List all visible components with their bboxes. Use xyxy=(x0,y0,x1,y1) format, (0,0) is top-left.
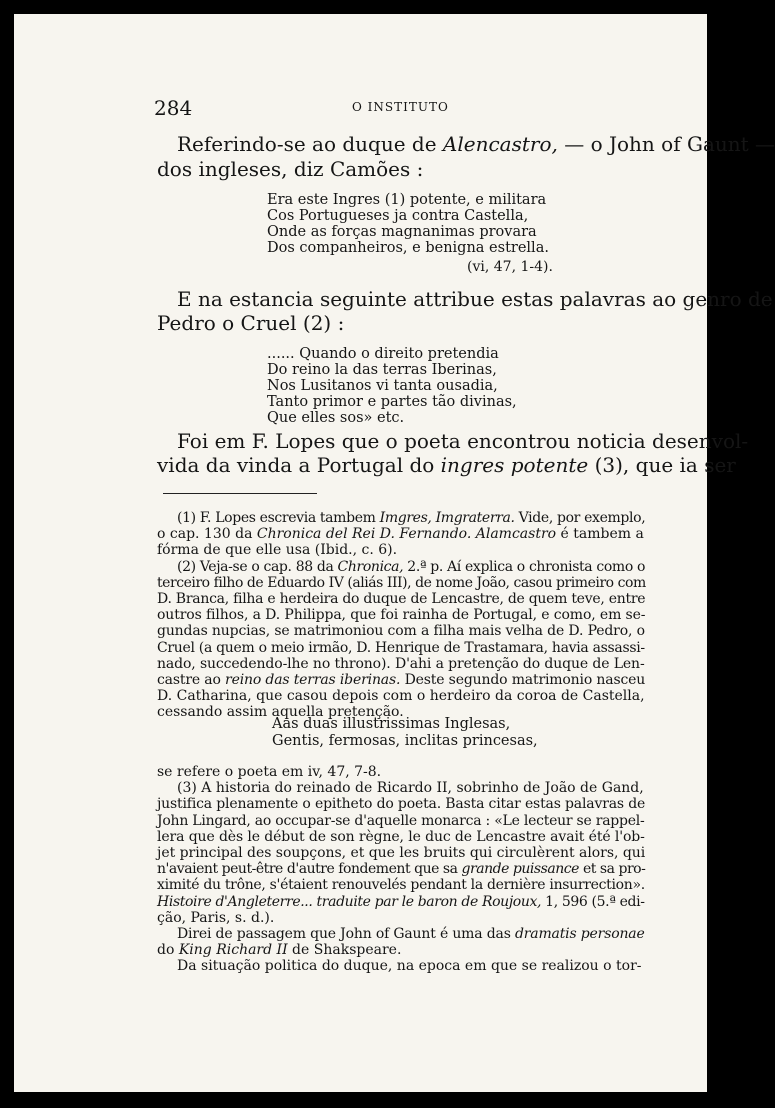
verse-line: Cos Portugueses ja contra Castella, xyxy=(267,208,529,224)
verse-line: Era este Ingres (1) potente, e militara xyxy=(267,192,547,208)
footnote-line: se refere o poeta em iv, 47, 7-8. xyxy=(157,764,382,780)
footnote-line: outros filhos, a D. Philippa, que foi rainha de Portugal, e como, em se- xyxy=(157,607,646,624)
verse-line: Que elles sos» etc. xyxy=(267,410,405,426)
verse-line: Aas duas illustrissimas Inglesas, xyxy=(272,716,511,732)
footnote-line: terceiro filho de Eduardo IV (aliás III), de nome João, casou primeiro com xyxy=(157,574,646,591)
footnote-line: gundas nupcias, se matrimoniou com a filha mais velha de D. Pedro, o xyxy=(157,623,645,640)
footnote-line: jet principal des soupçons, et que les bruits qui circulèrent alors, qui xyxy=(157,845,646,862)
footnote-line: (1) F. Lopes escrevia tambem Imgres, Imgraterra. Vide, por exemplo, xyxy=(177,510,646,526)
text-run: — o John of Gaunt — xyxy=(557,132,775,156)
paragraph-2-line-1 xyxy=(157,287,773,311)
footnote-line: ção, Paris, s. d.). xyxy=(157,909,275,926)
text-run: vida da vinda a Portugal do xyxy=(157,453,441,477)
footnote-line: Histoire d'Angleterre... traduite par le baron de Roujoux, 1, 596 (5.ª edi- xyxy=(157,893,645,910)
footnote-line: justifica plenamente o epitheto do poeta. Basta citar estas palavras de xyxy=(157,796,646,813)
footnote-line: D. Catharina, que casou depois com o herdeiro da coroa de Castella, xyxy=(157,688,645,705)
footnote-line: ximité du trône, s'étaient renouvelés pendant la dernière insurrection». xyxy=(157,877,645,894)
verse-2 xyxy=(267,346,517,426)
footnotes-block-2 xyxy=(157,764,645,975)
verse-line: ...... Quando o direito pretendia xyxy=(267,346,499,362)
verse-line: Nos Lusitanos vi tanta ousadia, xyxy=(267,378,498,394)
text-run: Foi em F. Lopes que o poeta encontrou noticia desenvol- xyxy=(177,429,749,453)
footnote-line: lera que dès le début de son règne, le duc de Lencastre avait été l'ob- xyxy=(157,828,645,845)
paragraph-3-line-2 xyxy=(157,453,736,477)
italic-run: Alencastro, xyxy=(442,132,558,156)
text-run: E na estancia seguinte attribue estas palavras ao genro de xyxy=(177,287,773,311)
footnote-line: Cruel (a quem o meio irmão, D. Henrique de Trastamara, havia assassi- xyxy=(157,639,645,656)
text-run: Referindo-se ao duque de xyxy=(177,132,443,156)
footnote-line: do King Richard II de Shakspeare. xyxy=(157,942,402,959)
running-title: O INSTITUTO xyxy=(352,100,449,114)
footnote-verse xyxy=(272,716,538,750)
footnote-line: cessando assim aquella pretenção. xyxy=(157,704,404,721)
verse-line: Dos companheiros, e benigna estrella. xyxy=(267,240,549,256)
footnote-line: John Lingard, ao occupar-se d'aquelle monarca : «Le lecteur se rappel- xyxy=(157,812,645,829)
italic-run: ingres potente xyxy=(440,453,589,477)
footnote-line: fórma de que elle usa (Ibid., c. 6). xyxy=(157,542,398,559)
footnote-line: Direi de passagem que John of Gaunt é uma das dramatis personae xyxy=(177,926,645,943)
footnote-line: n'avaient peut-être d'autre fondement que sa grande puissance et sa pro- xyxy=(157,861,646,878)
verse-line: Do reino la das terras Iberinas, xyxy=(267,362,497,378)
footnote-line: nado, succedendo-lhe no throno). D'ahi a pretenção do duque de Len- xyxy=(157,655,645,672)
book-page xyxy=(14,14,775,1092)
verse-line: Gentis, fermosas, inclitas princesas, xyxy=(272,733,538,749)
footnote-line: (3) A historia do reinado de Ricardo II, sobrinho de João de Gand, xyxy=(177,780,644,797)
verse-1-reference: (vi, 47, 1-4). xyxy=(467,259,553,275)
footnote-line: Da situação politica do duque, na epoca em que se realizou o tor- xyxy=(177,958,642,975)
footnotes-block-1 xyxy=(157,510,645,721)
footnote-line: o cap. 130 da Chronica del Rei D. Fernando. Alamcastro é tambem a xyxy=(157,526,644,543)
paragraph-1-line-1 xyxy=(157,132,775,156)
footnote-line: D. Branca, filha e herdeira do duque de Lencastre, de quem teve, entre xyxy=(157,591,646,608)
footnote-divider xyxy=(163,493,317,494)
footnote-line: (2) Veja-se o cap. 88 da Chronica, 2.ª p. Aí explica o chronista como o xyxy=(177,558,646,575)
verse-1 xyxy=(267,192,549,256)
paragraph-2-line-2: Pedro o Cruel (2) : xyxy=(157,311,345,335)
verse-line: Onde as forças magnanimas provara xyxy=(267,224,537,240)
footnote-line: castre ao reino das terras iberinas. Deste segundo matrimonio nasceu xyxy=(157,672,646,689)
page-number: 284 xyxy=(154,96,193,120)
paragraph-1-line-2: dos ingleses, diz Camões : xyxy=(157,157,424,181)
paragraph-3-line-1 xyxy=(157,429,748,453)
verse-line: Tanto primor e partes tão divinas, xyxy=(267,394,517,410)
text-run: (3), que ia ser xyxy=(588,453,736,477)
